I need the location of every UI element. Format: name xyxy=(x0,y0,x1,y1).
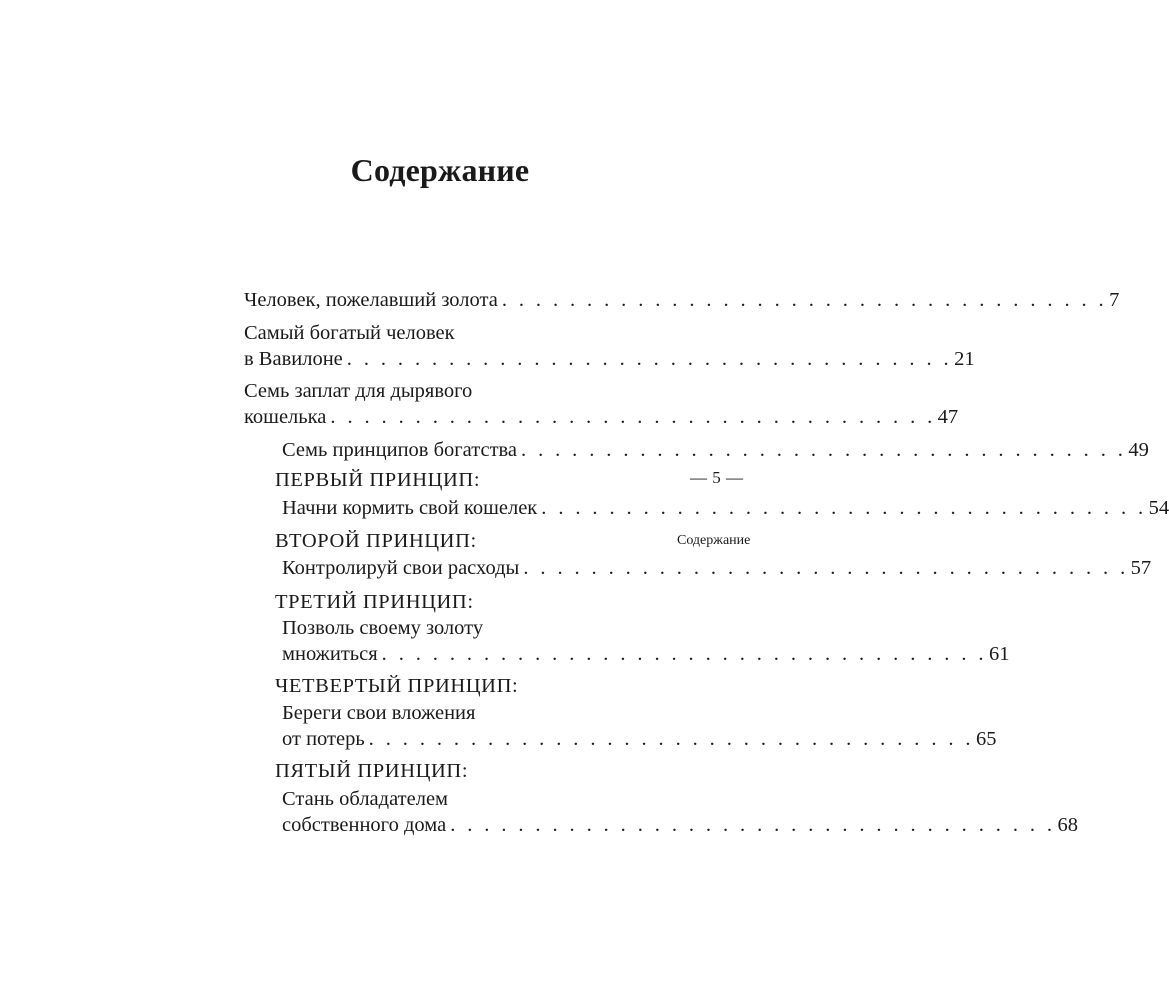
toc-entry[interactable] xyxy=(282,495,1169,521)
principle-heading xyxy=(275,467,630,493)
toc-page-number: 65 xyxy=(975,728,997,750)
principle-heading-text: ПЯТЫЙ ПРИНЦИП: xyxy=(275,760,469,782)
dot-leader: . . . . . . . . . . . . . . . . . . . . . . . . . . . . . . . . . . . . xyxy=(541,497,1147,519)
toc-entry[interactable] xyxy=(282,726,997,752)
running-page-number: — 5 — xyxy=(690,468,744,487)
toc-page-number: 21 xyxy=(954,348,975,370)
toc-entry-title: кошелька xyxy=(244,406,327,428)
toc-entry-title: множиться xyxy=(282,643,378,665)
toc-entry[interactable] xyxy=(244,404,959,430)
toc-page-number: 7 xyxy=(1109,289,1120,311)
dot-leader: . . . . . . . . . . . . . . . . . . . . . . . . . . . . . . . . . . . . xyxy=(450,814,1056,836)
toc-entry[interactable] xyxy=(282,641,1010,667)
dot-leader: . . . . . . . . . . . . . . . . . . . . . . . . . . . . . . . . . . . . xyxy=(330,406,936,428)
dot-leader: . . . . . . . . . . . . . . . . . . . . . . . . . . . . . . . . . . . . xyxy=(501,289,1108,311)
toc-entry[interactable] xyxy=(244,346,975,372)
toc-entry-title: собственного дома xyxy=(282,814,447,836)
toc-entry-line xyxy=(244,320,630,346)
principle-heading-text: ВТОРОЙ ПРИНЦИП: xyxy=(275,530,477,552)
dot-leader: . . . . . . . . . . . . . . . . . . . . . . . . . . . . . . . . . . . . xyxy=(381,643,987,665)
toc-page-number: 68 xyxy=(1057,814,1078,836)
toc-entry-title: Контролируй свои расходы xyxy=(282,557,520,579)
running-section-title: Содержание xyxy=(677,533,751,548)
dot-leader: . . . . . . . . . . . . . . . . . . . . . . . . . . . . . . . . . . . . xyxy=(523,557,1129,579)
toc-entry-title: Береги свои вложения xyxy=(282,702,476,724)
principle-heading xyxy=(275,758,630,784)
toc-page-number: 61 xyxy=(988,643,1010,665)
dot-leader: . . . . . . . . . . . . . . . . . . . . . . . . . . . . . . . . . . . . xyxy=(521,439,1127,461)
dot-leader: . . . . . . . . . . . . . . . . . . . . . . . . . . . . . . . . . . . . xyxy=(368,728,974,750)
principle-heading-text: ЧЕТВЕРТЫЙ ПРИНЦИП: xyxy=(275,675,519,697)
toc-entry-line xyxy=(282,615,630,641)
toc-entry-title: Позволь своему золоту xyxy=(282,617,484,639)
toc-entry-title: Человек, пожелавший золота xyxy=(244,289,498,311)
toc-page-number: 57 xyxy=(1130,557,1152,579)
toc-entry-title: Семь принципов богатства xyxy=(282,439,518,461)
toc-entry-line xyxy=(244,378,630,404)
toc-entry[interactable] xyxy=(244,287,1120,313)
toc-entry-title: Семь заплат для дырявого xyxy=(244,380,473,402)
toc-entry-line xyxy=(282,700,630,726)
toc-entry-title: Начни кормить свой кошелек xyxy=(282,497,538,519)
toc-entry-title: в Вавилоне xyxy=(244,348,343,370)
toc-entry-title: Стань обладателем xyxy=(282,788,449,810)
toc-page-number: 49 xyxy=(1128,439,1149,461)
toc-page-number: 47 xyxy=(937,406,959,428)
principle-heading xyxy=(275,528,630,554)
toc-entry[interactable] xyxy=(282,555,1152,581)
principle-heading xyxy=(275,673,630,699)
toc-entry[interactable] xyxy=(282,437,1149,463)
toc-entry-title: Самый богатый человек xyxy=(244,322,455,344)
toc-entry[interactable] xyxy=(282,812,1078,838)
dot-leader: . . . . . . . . . . . . . . . . . . . . . . . . . . . . . . . . . . . . xyxy=(346,348,953,370)
page-title: Содержание xyxy=(350,152,530,188)
principle-heading-text: ПЕРВЫЙ ПРИНЦИП: xyxy=(275,469,481,491)
principle-heading xyxy=(275,589,630,615)
principle-heading-text: ТРЕТИЙ ПРИНЦИП: xyxy=(275,591,474,613)
toc-page-number: 54 xyxy=(1148,497,1169,519)
toc-entry-title: от потерь xyxy=(282,728,365,750)
toc-entry-line xyxy=(282,786,630,812)
